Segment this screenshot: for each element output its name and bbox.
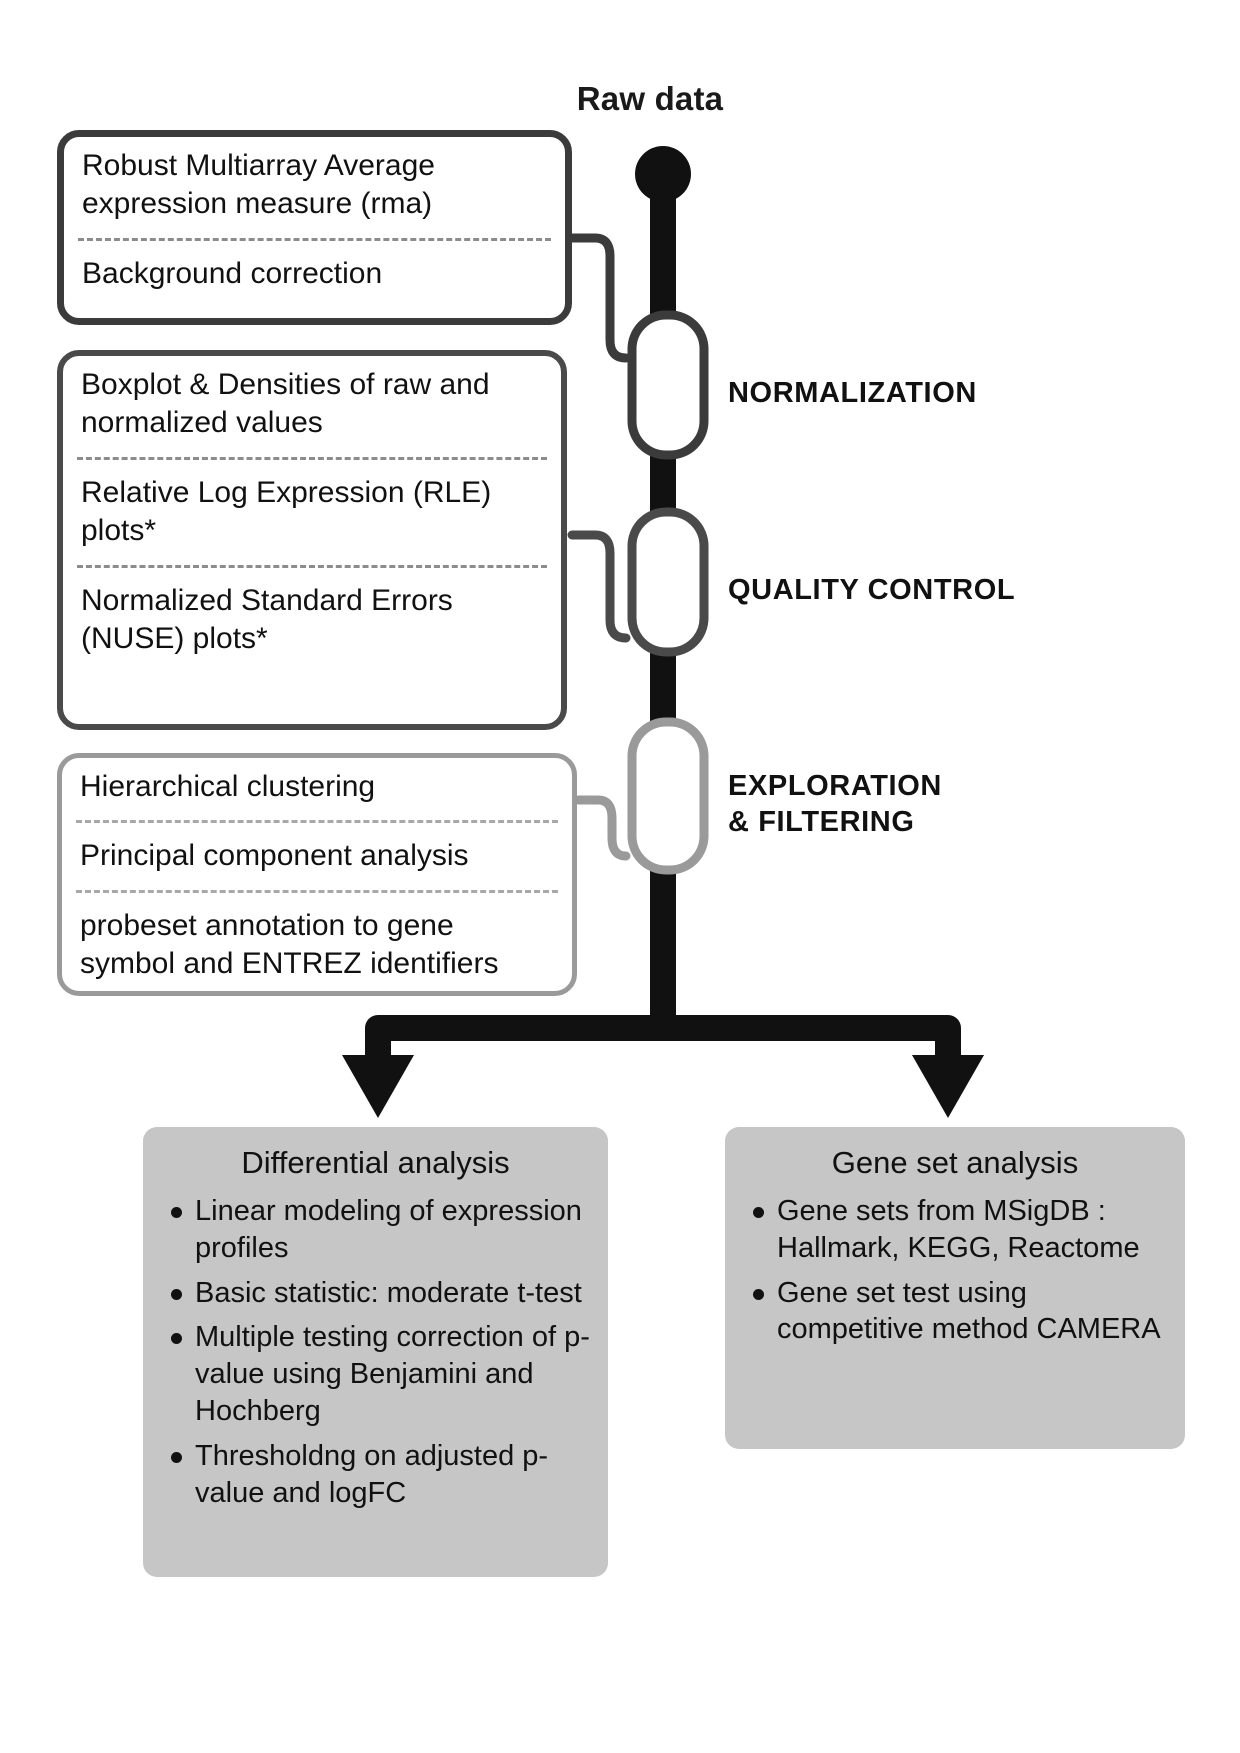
row-divider bbox=[76, 820, 558, 823]
row-divider bbox=[77, 457, 547, 460]
panel-row: Background correction bbox=[82, 256, 383, 290]
panel-row: Relative Log Expression (RLE) plots* bbox=[81, 475, 492, 548]
panel-row: probeset annotation to gene symbol and ENTREZ identifiers bbox=[80, 908, 499, 981]
list-item: Basic statistic: moderate t-test bbox=[195, 1275, 590, 1312]
panel-row: Hierarchical clustering bbox=[80, 770, 376, 803]
result-list bbox=[161, 1193, 590, 1512]
panel-row: Principal component analysis bbox=[80, 839, 469, 873]
result-box-gene-set-analysis bbox=[725, 1127, 1185, 1449]
page-title: Raw data bbox=[576, 80, 724, 117]
row-divider bbox=[77, 565, 547, 568]
stage-label-exploration-line1: EXPLORATION bbox=[728, 770, 942, 802]
result-box-title: Differential analysis bbox=[241, 1145, 510, 1180]
panel-row: Normalized Standard Errors (NUSE) plots* bbox=[81, 583, 453, 655]
row-divider bbox=[78, 238, 551, 241]
stage-label-exploration-line2: & FILTERING bbox=[728, 806, 915, 839]
panel-exploration-filtering bbox=[57, 753, 577, 996]
list-item: Linear modeling of expression profiles bbox=[195, 1193, 590, 1267]
panel-normalization bbox=[57, 130, 572, 325]
list-item: Multiple testing correction of p-value using Benjamini and Hochberg bbox=[195, 1319, 590, 1429]
result-list bbox=[743, 1193, 1167, 1348]
panel-quality-control bbox=[57, 350, 567, 730]
stage-label-exploration bbox=[728, 768, 942, 841]
result-box-differential-analysis bbox=[143, 1127, 608, 1577]
list-item: Thresholdng on adjusted p-value and logFC bbox=[195, 1438, 590, 1512]
row-divider bbox=[76, 890, 558, 893]
stage-label-normalization: NORMALIZATION bbox=[728, 377, 977, 409]
list-item: Gene set test using competitive method CAMERA bbox=[777, 1275, 1167, 1349]
list-item: Gene sets from MSigDB : Hallmark, KEGG, Reactome bbox=[777, 1193, 1167, 1267]
stage-label-quality-control: QUALITY CONTROL bbox=[728, 574, 1016, 606]
panel-row: Boxplot & Densities of raw and normalized values bbox=[81, 368, 490, 440]
panel-row: Robust Multiarray Average expression measure (rma) bbox=[82, 149, 435, 221]
result-box-title: Gene set analysis bbox=[831, 1145, 1079, 1180]
